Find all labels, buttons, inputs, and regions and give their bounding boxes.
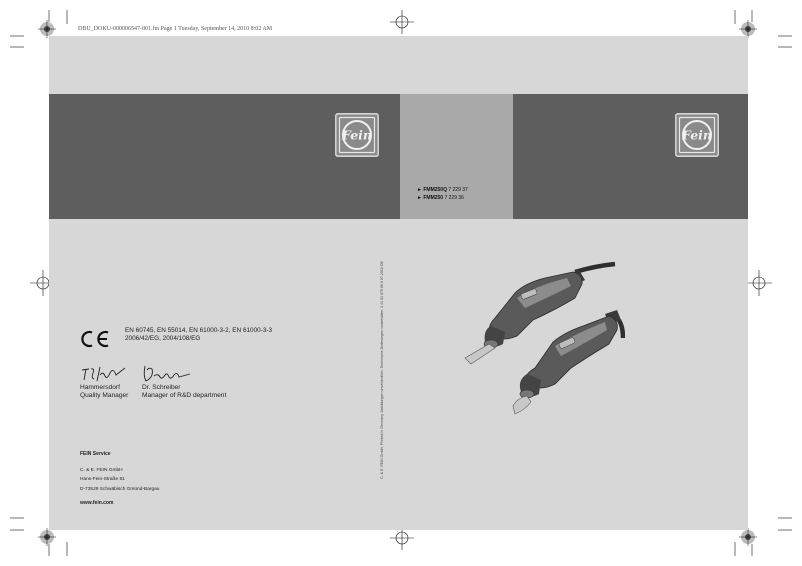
service-address	[80, 466, 159, 494]
website-link[interactable]: www.fein.com	[80, 500, 114, 506]
spine-imprint: C. & E. FEIN GmbH, Printed in Germany. Abbildungen unverbindlich. Technische Änderungen vorbehalten. 3 41 01 079 06 0 07.2010 DE	[380, 261, 384, 479]
conformity-standards	[125, 327, 272, 343]
svg-text:Fein: Fein	[342, 127, 372, 143]
signatory-role: Manager of R&D department	[142, 392, 227, 400]
fein-logo-front	[675, 113, 719, 157]
svg-text:Fein: Fein	[682, 127, 712, 143]
arrow-right-icon: ►	[417, 195, 422, 201]
ce-mark-icon	[80, 330, 110, 348]
model-number: 7 229 37	[448, 187, 468, 193]
print-slug: DBU_DOKU-000006547-001.fm Page 1 Tuesday, September 14, 2010 8:02 AM	[78, 26, 273, 32]
model-name: FMM250	[423, 195, 444, 201]
multitool-front	[513, 310, 623, 414]
fein-logo-back	[335, 113, 379, 157]
signature-schreiber	[140, 364, 192, 384]
signatory-quality	[80, 384, 128, 400]
model-number: 7 229 36	[444, 195, 464, 201]
street-address: Hans-Fein-Straße 81	[80, 477, 125, 483]
model-line-1	[417, 187, 468, 193]
model-name: FMM250Q	[423, 187, 447, 193]
standards-line-1: EN 60745, EN 55014, EN 61000-3-2, EN 61000-3-3	[125, 327, 273, 334]
signature-hammersdorf	[80, 364, 128, 384]
signatory-name: Dr. Schreiber	[142, 384, 181, 391]
model-line-2	[417, 195, 464, 201]
multitool-illustration	[455, 258, 625, 428]
signatory-rnd	[142, 384, 226, 400]
signatory-role: Quality Manager	[80, 392, 129, 400]
company-name: C. & E. FEIN GmbH	[80, 468, 123, 473]
signatory-name: Hammersdorf	[80, 384, 120, 391]
service-heading: FEIN Service	[80, 451, 111, 457]
standards-line-2: 2006/42/EG, 2004/108/EG	[125, 335, 201, 342]
arrow-right-icon: ►	[417, 187, 422, 193]
city-address: D-73529 Schwäbisch Gmünd-Bargau	[80, 486, 160, 492]
